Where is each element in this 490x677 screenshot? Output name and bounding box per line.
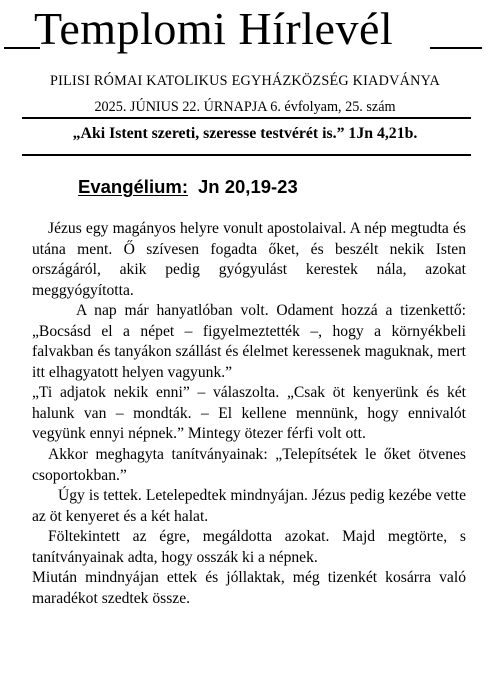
newsletter-title: Templomi Hírlevél [34,3,394,54]
paragraph: „Ti adjatok nekik enni” – válaszolta. „Csak öt kenyerünk és két halunk van – mondták. – El kellene mennünk, hogy ennivalót vegyünk ennyi népnek.” Mintegy ötezer férfi volt ott. [32,384,466,443]
paragraph: Úgy is tettek. Letelepedtek mindnyájan. Jézus pedig kezébe vette az öt kenyeret és a két halat. [32,487,466,525]
gospel-reference: Jn 20,19-23 [198,176,298,197]
publisher-line: PILISI RÓMAI KATOLIKUS EGYHÁZKÖZSÉG KIADVÁNYA [49,73,441,89]
issue-line: 2025. JÚNIUS 22. ÚRNAPJA 6. évfolyam, 25. szám [94,99,396,115]
title-rule-right [430,47,482,49]
gospel-text [32,219,466,609]
paragraph: A nap már hanyatlóban volt. Odament hozzá a tizenkettő: „Bocsásd el a népet – figyelmeztették –, hogy a környékbeli falvakban és tanyákon szállást és élelmet keressenek maguknak, mert itt elhagyatott helyen vagyunk.” [32,302,466,381]
gospel-label: Evangélium: [78,176,188,197]
motto: „Aki Istent szereti, szeresse testvérét is.” 1Jn 4,21b. [72,125,418,142]
masthead [0,0,490,54]
clipped-contact-line [28,92,468,96]
paragraph: Akkor meghagyta tanítványainak: „Telepítsétek le őket ötvenes csoportokban.” [32,446,466,484]
paragraph: Miután mindnyájan ettek és jóllaktak, még tizenkét kosárra való maradékot szedtek össze. [32,569,466,607]
gospel-heading [78,176,298,198]
divider-top [22,117,471,119]
divider-bottom [22,154,471,156]
title-rule-left [4,47,40,49]
paragraph: Föltekintett az égre, megáldotta azokat. Majd megtörte, s tanítványainak adta, hogy osszák ki a népnek. [32,528,466,566]
paragraph: Jézus egy magányos helyre vonult apostolaival. A nép megtudta és utána ment. Ő szívesen fogadta őket, és beszélt nekik Isten országáról, akik pedig gyógyulást kerestek nála, azokat meggyógyította. [32,220,466,299]
